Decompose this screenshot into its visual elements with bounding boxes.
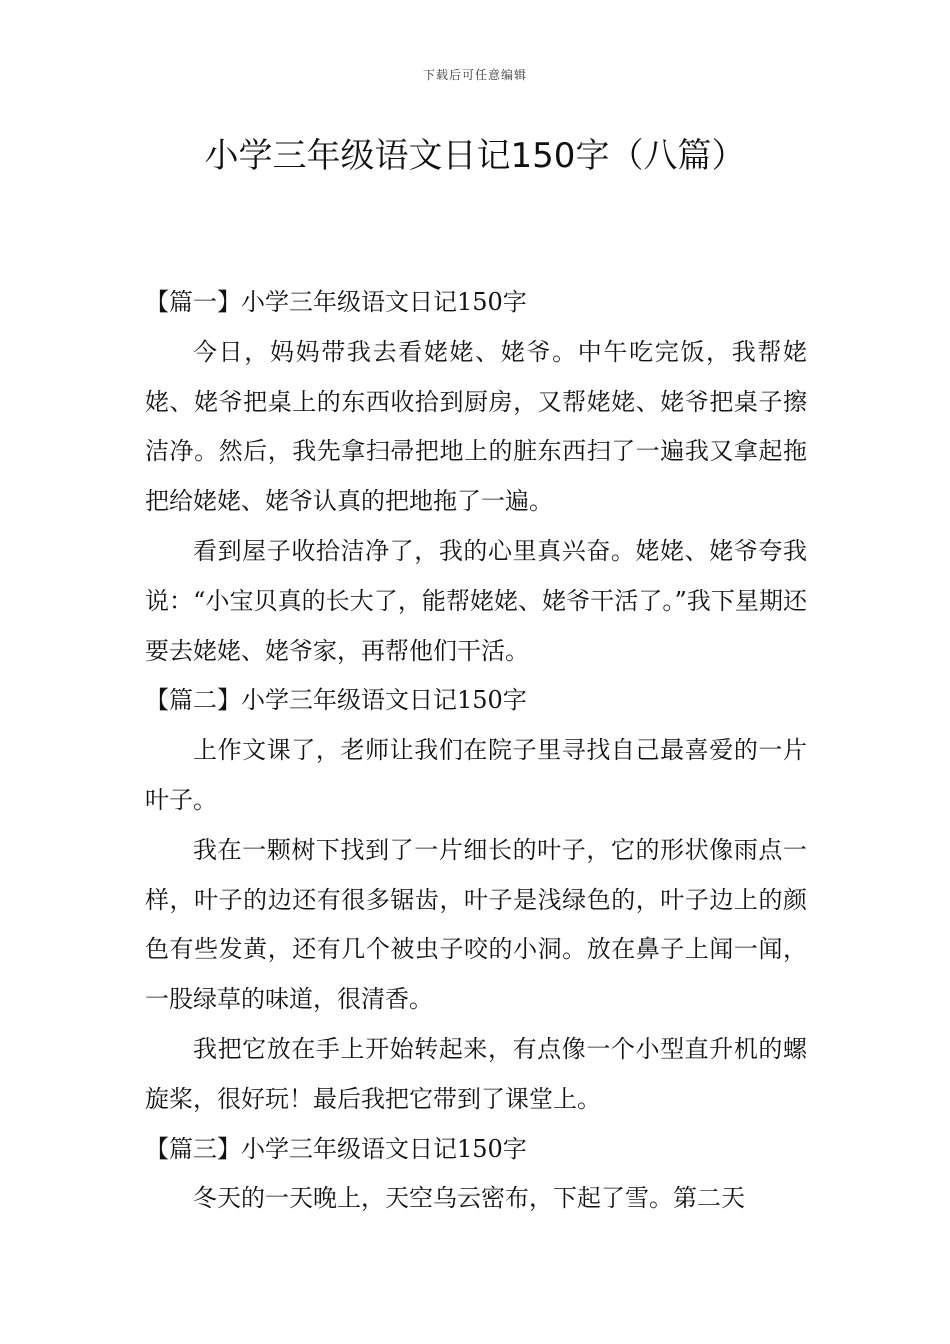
paragraph: 我把它放在手上开始转起来，有点像一个小型直升机的螺旋桨，很好玩！最后我把它带到了课堂上。	[145, 1034, 807, 1113]
header-note: 下载后可任意编辑	[422, 68, 527, 82]
section-heading: 【篇二】小学三年级语文日记150字	[145, 686, 527, 715]
paragraph: 看到屋子收拾洁净了，我的心里真兴奋。姥姥、姥爷夸我说：“小宝贝真的长大了，能帮姥姥、姥爷干活了。”我下星期还要去姥姥、姥爷家，再帮他们干活。	[145, 536, 807, 665]
section-heading: 【篇一】小学三年级语文日记150字	[145, 288, 527, 316]
paragraph: 上作文课了，老师让我们在院子里寻找自己最喜爱的一片叶子。	[145, 736, 807, 814]
paragraph: 我在一颗树下找到了一片细长的叶子，它的形状像雨点一样，叶子的边还有很多锯齿，叶子是浅绿色的，叶子边上的颜色有些发黄，还有几个被虫子咬的小洞。放在鼻子上闻一闻，一股绿草的味道，很清香。	[145, 835, 807, 1014]
paragraph: 今日，妈妈带我去看姥姥、姥爷。中午吃完饭，我帮姥姥、姥爷把桌上的东西收拾到厨房，又帮姥姥、姥爷把桌子擦洁净。然后，我先拿扫帚把地上的脏东西扫了一遍我又拿起拖把给姥姥、姥爷认真的把地拖了一遍。	[145, 337, 807, 516]
paragraph: 冬天的一天晚上，天空乌云密布，下起了雪。第二天	[193, 1184, 745, 1213]
document-body	[145, 278, 807, 1224]
document-title: 小学三年级语文日记150字（八篇）	[204, 136, 746, 176]
section-heading: 【篇三】小学三年级语文日记150字	[145, 1134, 527, 1163]
